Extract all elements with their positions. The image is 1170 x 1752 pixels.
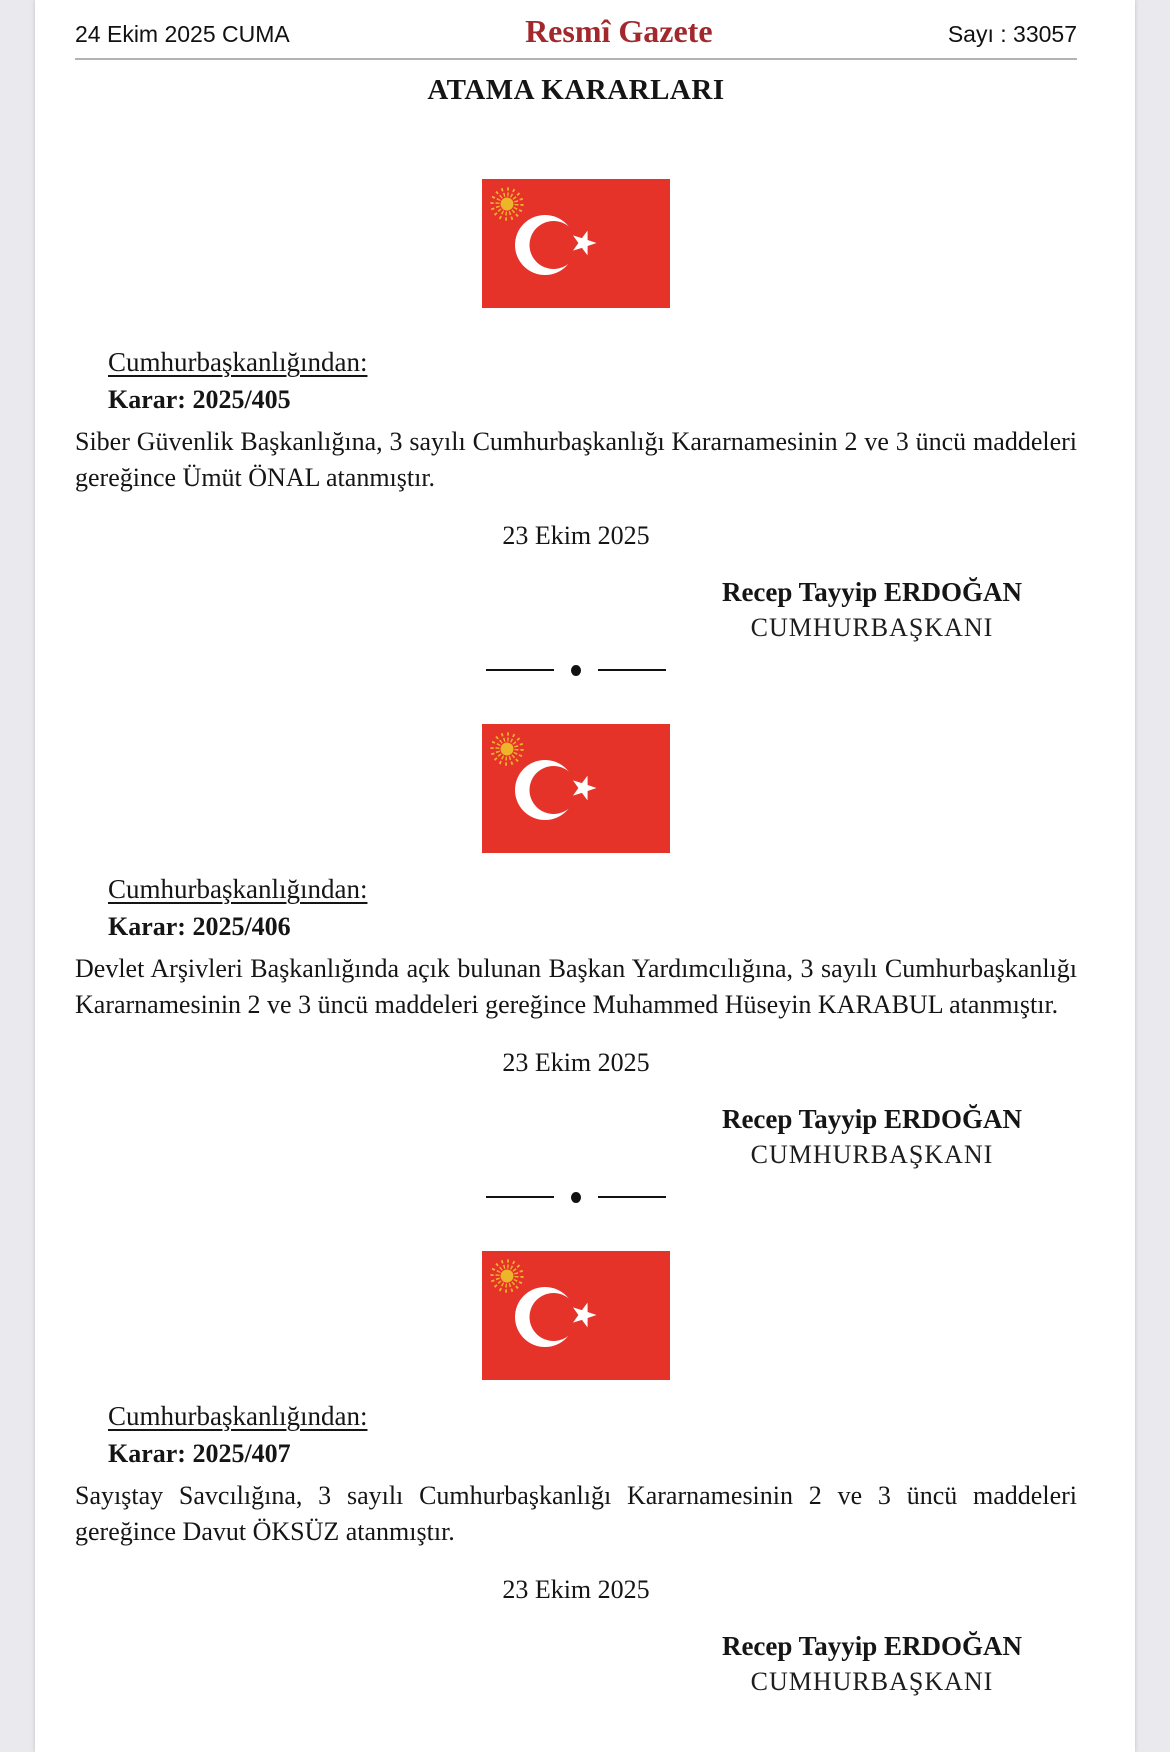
- separator-dot: [571, 1192, 581, 1203]
- separator-line: [598, 669, 666, 671]
- turkish-presidential-flag-image: [482, 724, 670, 853]
- decree-section: [75, 1251, 1077, 1700]
- issue-date: 24 Ekim 2025 CUMA: [75, 21, 290, 47]
- turkish-presidential-flag-image: [482, 179, 670, 308]
- signer-name: Recep Tayyip ERDOĞAN: [721, 577, 1022, 607]
- signature-block: [722, 574, 1022, 646]
- separator-line: [486, 669, 554, 671]
- agency-heading: Cumhurbaşkanlığından:: [108, 347, 368, 377]
- separator-dot: [571, 665, 581, 676]
- header-divider: [75, 58, 1077, 60]
- decision-number: Karar: 2025/405: [108, 385, 291, 414]
- decree-body: Sayıştay Savcılığına, 3 sayılı Cumhurbaşkanlığı Kararnamesinin 2 ve 3 üncü maddeleri gereğince Davut ÖKSÜZ atanmıştır.: [75, 1481, 1077, 1546]
- separator-line: [598, 1196, 666, 1198]
- decision-number: Karar: 2025/407: [108, 1439, 291, 1468]
- agency-heading: Cumhurbaşkanlığından:: [108, 1401, 368, 1431]
- turkish-presidential-flag-image: [482, 1251, 670, 1380]
- section-separator: [75, 664, 1077, 676]
- page-title: ATAMA KARARLARI: [427, 74, 725, 106]
- signature-block: [722, 1101, 1022, 1173]
- signer-name: Recep Tayyip ERDOĞAN: [721, 1104, 1022, 1134]
- signature-block: [722, 1628, 1022, 1700]
- signer-title: CUMHURBAŞKANI: [750, 1667, 994, 1696]
- separator-line: [486, 1196, 554, 1198]
- decree-body: Devlet Arşivleri Başkanlığında açık bulunan Başkan Yardımcılığına, 3 sayılı Cumhurbaşkanlığı Kararnamesinin 2 ve 3 üncü maddeleri gereğince Muhammed Hüseyin KARABUL atanmıştır.: [75, 954, 1077, 1019]
- issue-number: Sayı : 33057: [947, 21, 1077, 47]
- decree-date: 23 Ekim 2025: [502, 1048, 650, 1077]
- agency-heading: Cumhurbaşkanlığından:: [108, 874, 368, 904]
- decree-body: Siber Güvenlik Başkanlığına, 3 sayılı Cumhurbaşkanlığı Kararnamesinin 2 ve 3 üncü maddeleri gereğince Ümüt ÖNAL atanmıştır.: [75, 427, 1077, 492]
- decree-date: 23 Ekim 2025: [502, 521, 650, 550]
- section-separator: [75, 1191, 1077, 1203]
- page-header: [75, 0, 1077, 50]
- signer-name: Recep Tayyip ERDOĞAN: [721, 1631, 1022, 1661]
- decree-date: 23 Ekim 2025: [502, 1575, 650, 1604]
- signer-title: CUMHURBAŞKANI: [750, 1140, 994, 1169]
- decree-section: [75, 179, 1077, 646]
- masthead-title: Resmî Gazete: [525, 13, 713, 49]
- gazette-page: [35, 0, 1135, 1752]
- decree-section: [75, 724, 1077, 1173]
- signer-title: CUMHURBAŞKANI: [750, 613, 994, 642]
- decision-number: Karar: 2025/406: [108, 912, 291, 941]
